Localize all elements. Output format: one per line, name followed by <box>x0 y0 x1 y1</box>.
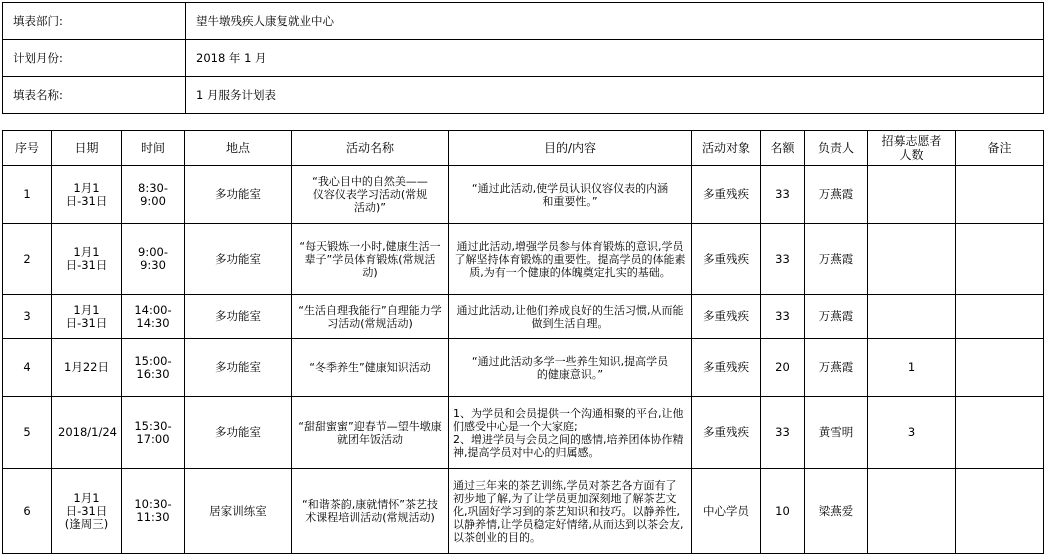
month-value: 2018 年 1 月 <box>186 40 1044 77</box>
row-quota: 33 <box>761 224 805 295</box>
col-header: 负责人 <box>805 131 868 166</box>
row-number: 4 <box>3 339 52 397</box>
row-quota: 33 <box>761 397 805 469</box>
row-remark <box>956 295 1044 339</box>
dept-label: 填表部门: <box>3 3 186 40</box>
form-name-value: 1 月服务计划表 <box>186 77 1044 114</box>
row-place: 多功能室 <box>185 339 292 397</box>
row-quota: 33 <box>761 166 805 224</box>
col-header: 备注 <box>956 131 1044 166</box>
row-quota: 33 <box>761 295 805 339</box>
row-content: “通过此活动多学一些养生知识,提高学员的健康意识。” <box>449 339 692 397</box>
row-number: 5 <box>3 397 52 469</box>
row-content: 1、为学员和会员提供一个沟通相聚的平台,让他们感受中心是一个大家庭; 2、增进学员与会员之间的感情,培养团体协作精神,提高学员对中心的归属感。 <box>449 397 692 469</box>
row-target: 多重残疾 <box>692 295 761 339</box>
row-target: 多重残疾 <box>692 166 761 224</box>
row-place: 多功能室 <box>185 224 292 295</box>
row-quota: 20 <box>761 339 805 397</box>
row-content: 通过此活动,增强学员参与体育锻炼的意识,学员了解坚持体育锻炼的重要性。提高学员的体能素质,为有一个健康的体魄奠定扎实的基础。 <box>449 224 692 295</box>
row-activity-name: “生活自理我能行”自理能力学习活动(常规活动) <box>292 295 449 339</box>
row-place: 多功能室 <box>185 166 292 224</box>
col-header: 活动名称 <box>292 131 449 166</box>
row-number: 2 <box>3 224 52 295</box>
row-time: 14:00-14:30 <box>122 295 185 339</box>
info-row-name <box>3 77 1044 114</box>
row-owner: 梁燕爱 <box>805 469 868 554</box>
col-header: 日期 <box>52 131 122 166</box>
row-volunteers: 1 <box>868 339 956 397</box>
table-row <box>3 295 1044 339</box>
row-remark <box>956 166 1044 224</box>
col-header: 序号 <box>3 131 52 166</box>
row-volunteers <box>868 295 956 339</box>
service-plan-table <box>2 130 1044 554</box>
row-volunteers: 3 <box>868 397 956 469</box>
row-owner: 黄雪明 <box>805 397 868 469</box>
row-date: 2018/1/24 <box>52 397 122 469</box>
row-volunteers <box>868 224 956 295</box>
row-content: “通过此活动,使学员认识仪容仪表的内涵和重要性。” <box>449 166 692 224</box>
row-volunteers <box>868 469 956 554</box>
row-place: 多功能室 <box>185 295 292 339</box>
table-row <box>3 224 1044 295</box>
col-header: 时间 <box>122 131 185 166</box>
row-activity-name: “甜甜蜜蜜”迎春节—望牛墩康就团年饭活动 <box>292 397 449 469</box>
row-activity-name: “冬季养生”健康知识活动 <box>292 339 449 397</box>
row-target: 多重残疾 <box>692 339 761 397</box>
row-content: 通过三年来的茶艺训练,学员对茶艺各方面有了初步地了解,为了让学员更加深刻地了解茶艺文化,巩固好学习到的茶艺知识和技巧。以静养性,以静养情,让学员稳定好情绪,从而达到以茶会友,以茶创业的目的。 <box>449 469 692 554</box>
row-content: 通过此活动,让他们养成良好的生活习惯,从而能做到生活自理。 <box>449 295 692 339</box>
row-owner: 万燕霞 <box>805 224 868 295</box>
row-time: 15:00-16:30 <box>122 339 185 397</box>
row-place: 多功能室 <box>185 397 292 469</box>
col-header: 地点 <box>185 131 292 166</box>
row-remark <box>956 339 1044 397</box>
row-activity-name: “每天锻炼一小时,健康生活一辈子”学员体育锻炼(常规活动) <box>292 224 449 295</box>
row-activity-name: “我心目中的自然美——仪容仪表学习活动(常规活动)” <box>292 166 449 224</box>
row-target: 多重残疾 <box>692 397 761 469</box>
row-owner: 万燕霞 <box>805 339 868 397</box>
row-remark <box>956 397 1044 469</box>
row-date: 1月1日-31日 <box>52 295 122 339</box>
row-volunteers <box>868 166 956 224</box>
col-header: 名额 <box>761 131 805 166</box>
row-date: 1月1日-31日 <box>52 224 122 295</box>
row-number: 1 <box>3 166 52 224</box>
col-header: 目的/内容 <box>449 131 692 166</box>
form-name-label: 填表名称: <box>3 77 186 114</box>
col-header: 招募志愿者人数 <box>868 131 956 166</box>
row-target: 多重残疾 <box>692 224 761 295</box>
row-remark <box>956 469 1044 554</box>
row-target: 中心学员 <box>692 469 761 554</box>
row-number: 6 <box>3 469 52 554</box>
row-time: 15:30-17:00 <box>122 397 185 469</box>
row-time: 9:00-9:30 <box>122 224 185 295</box>
row-remark <box>956 224 1044 295</box>
table-header-row <box>3 131 1044 166</box>
form-info-table <box>2 2 1044 114</box>
row-place: 居家训练室 <box>185 469 292 554</box>
table-row <box>3 339 1044 397</box>
row-activity-name: “和谐茶韵,康就情怀”茶艺技术课程培训活动(常规活动) <box>292 469 449 554</box>
table-row <box>3 397 1044 469</box>
row-quota: 10 <box>761 469 805 554</box>
info-row-month <box>3 40 1044 77</box>
row-date: 1月1日-31日(逢周三) <box>52 469 122 554</box>
row-owner: 万燕霞 <box>805 295 868 339</box>
row-time: 8:30-9:00 <box>122 166 185 224</box>
col-header: 活动对象 <box>692 131 761 166</box>
row-date: 1月1日-31日 <box>52 166 122 224</box>
row-number: 3 <box>3 295 52 339</box>
month-label: 计划月份: <box>3 40 186 77</box>
table-row <box>3 166 1044 224</box>
table-row <box>3 469 1044 554</box>
row-date: 1月22日 <box>52 339 122 397</box>
dept-value: 望牛墩残疾人康复就业中心 <box>186 3 1044 40</box>
info-row-dept <box>3 3 1044 40</box>
row-owner: 万燕霞 <box>805 166 868 224</box>
row-time: 10:30-11:30 <box>122 469 185 554</box>
